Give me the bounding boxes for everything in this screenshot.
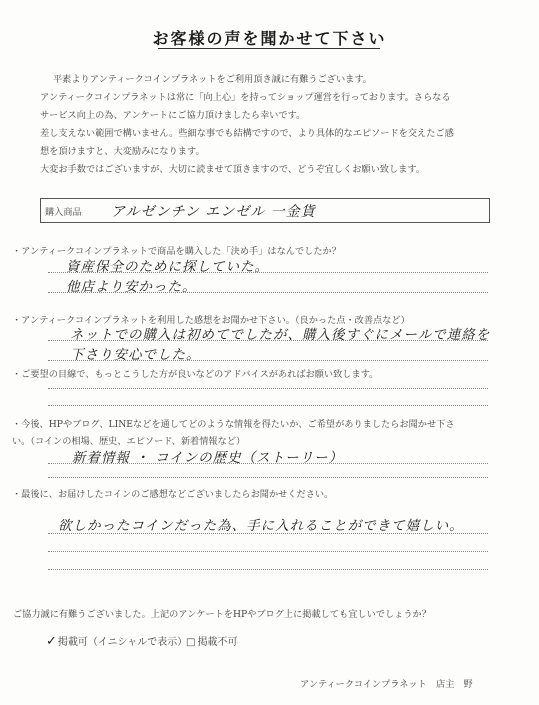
permission-question: ご協力誠に有難うございました。上記のアンケートをHPやブログ上に掲載しても宜しいでしょうか？ — [13, 609, 431, 620]
intro-line-3: サービス向上の為、アンケートにご協力頂けましたら幸いです。 — [40, 110, 306, 121]
page-title: お客様の声を聞かせて下さい — [152, 29, 387, 48]
answer-line — [48, 340, 488, 341]
intro-line-4: 差し支えない範囲で構いません。些細な事でも結構ですので、より具体的なエピソードを交えたご感 — [40, 128, 454, 139]
answer-4: 新着情報 ・ コインの歴史（ストーリー） — [72, 450, 344, 466]
answer-line — [48, 360, 488, 361]
answer-line — [48, 388, 488, 389]
intro-line-2: アンティークコインプラネットは常に「向上心」を持ってショップ運営を行っております。さらなる — [40, 92, 451, 103]
intro-line-5: 想を頂けますと、大変励みになります。 — [40, 146, 205, 157]
question-3: ・ご要望の目線で、もっとこうした方が良いなどのアドバイスがあればお願い致します。 — [12, 369, 379, 380]
answer-line — [48, 272, 488, 273]
permission-no-option[interactable] — [186, 633, 237, 648]
permission-no-label: 掲載不可 — [197, 637, 238, 648]
question-4-line-2: い。（コインの相場、歴史、エピソード、新着情報など） — [12, 436, 246, 447]
answer-5: 欲しかったコインだった為、手に入れることができて嬉しい。 — [58, 518, 464, 534]
title-underline — [158, 48, 380, 49]
answer-line — [48, 463, 488, 464]
answer-line — [48, 569, 488, 570]
answer-line — [48, 477, 488, 478]
answer-2-line-1: ネットでの購入は初めてでしたが、購入後すぐにメールで連絡を — [70, 327, 491, 343]
answer-line — [48, 405, 488, 406]
footer-signature: アンティークコインプラネット 店主 野 — [300, 679, 473, 690]
intro-line-1: 平素よりアンティークコインプラネットをご利用頂き誠に有難うございます。 — [53, 74, 372, 85]
product-value: アルゼンチン エンゼル 一金貨 — [111, 204, 316, 220]
answer-2-line-2: 下さり安心でした。 — [70, 347, 201, 363]
intro-line-6: 大変お手数ではございますが、大切に読ませて頂きますので、どうぞ宜しくお願い致します。 — [40, 164, 425, 175]
answer-1-line-1: 資産保全のために探していた。 — [66, 259, 269, 275]
question-2: ・アンティークコインプラネットを利用した感想をお聞かせ下さい。（良かった点・改善点など） — [12, 315, 410, 326]
answer-line — [48, 292, 488, 293]
check-mark-icon: ✓ — [46, 634, 57, 649]
checkbox-empty-icon: □ — [186, 637, 196, 648]
question-1: ・アンティークコインプラネットで商品を購入した「決め手」はなんでしたか？ — [12, 246, 341, 257]
question-5: ・最後に、お届けしたコインのご感想などございましたらお聞かせください。 — [12, 489, 334, 500]
product-box — [40, 198, 490, 223]
answer-line — [48, 551, 488, 552]
permission-yes-label: 掲載可（イニシャルで表示） — [57, 637, 188, 648]
product-label: 購入商品 — [45, 207, 82, 218]
permission-yes-option[interactable] — [46, 633, 187, 649]
question-4-line-1: ・今後、HPやブログ、LINEなどを通してどのような情報を得たいか、ご希望がありましたらお聞かせ下さ — [12, 419, 455, 430]
answer-line — [48, 533, 488, 534]
answer-1-line-2: 他店より安かった。 — [66, 279, 197, 295]
